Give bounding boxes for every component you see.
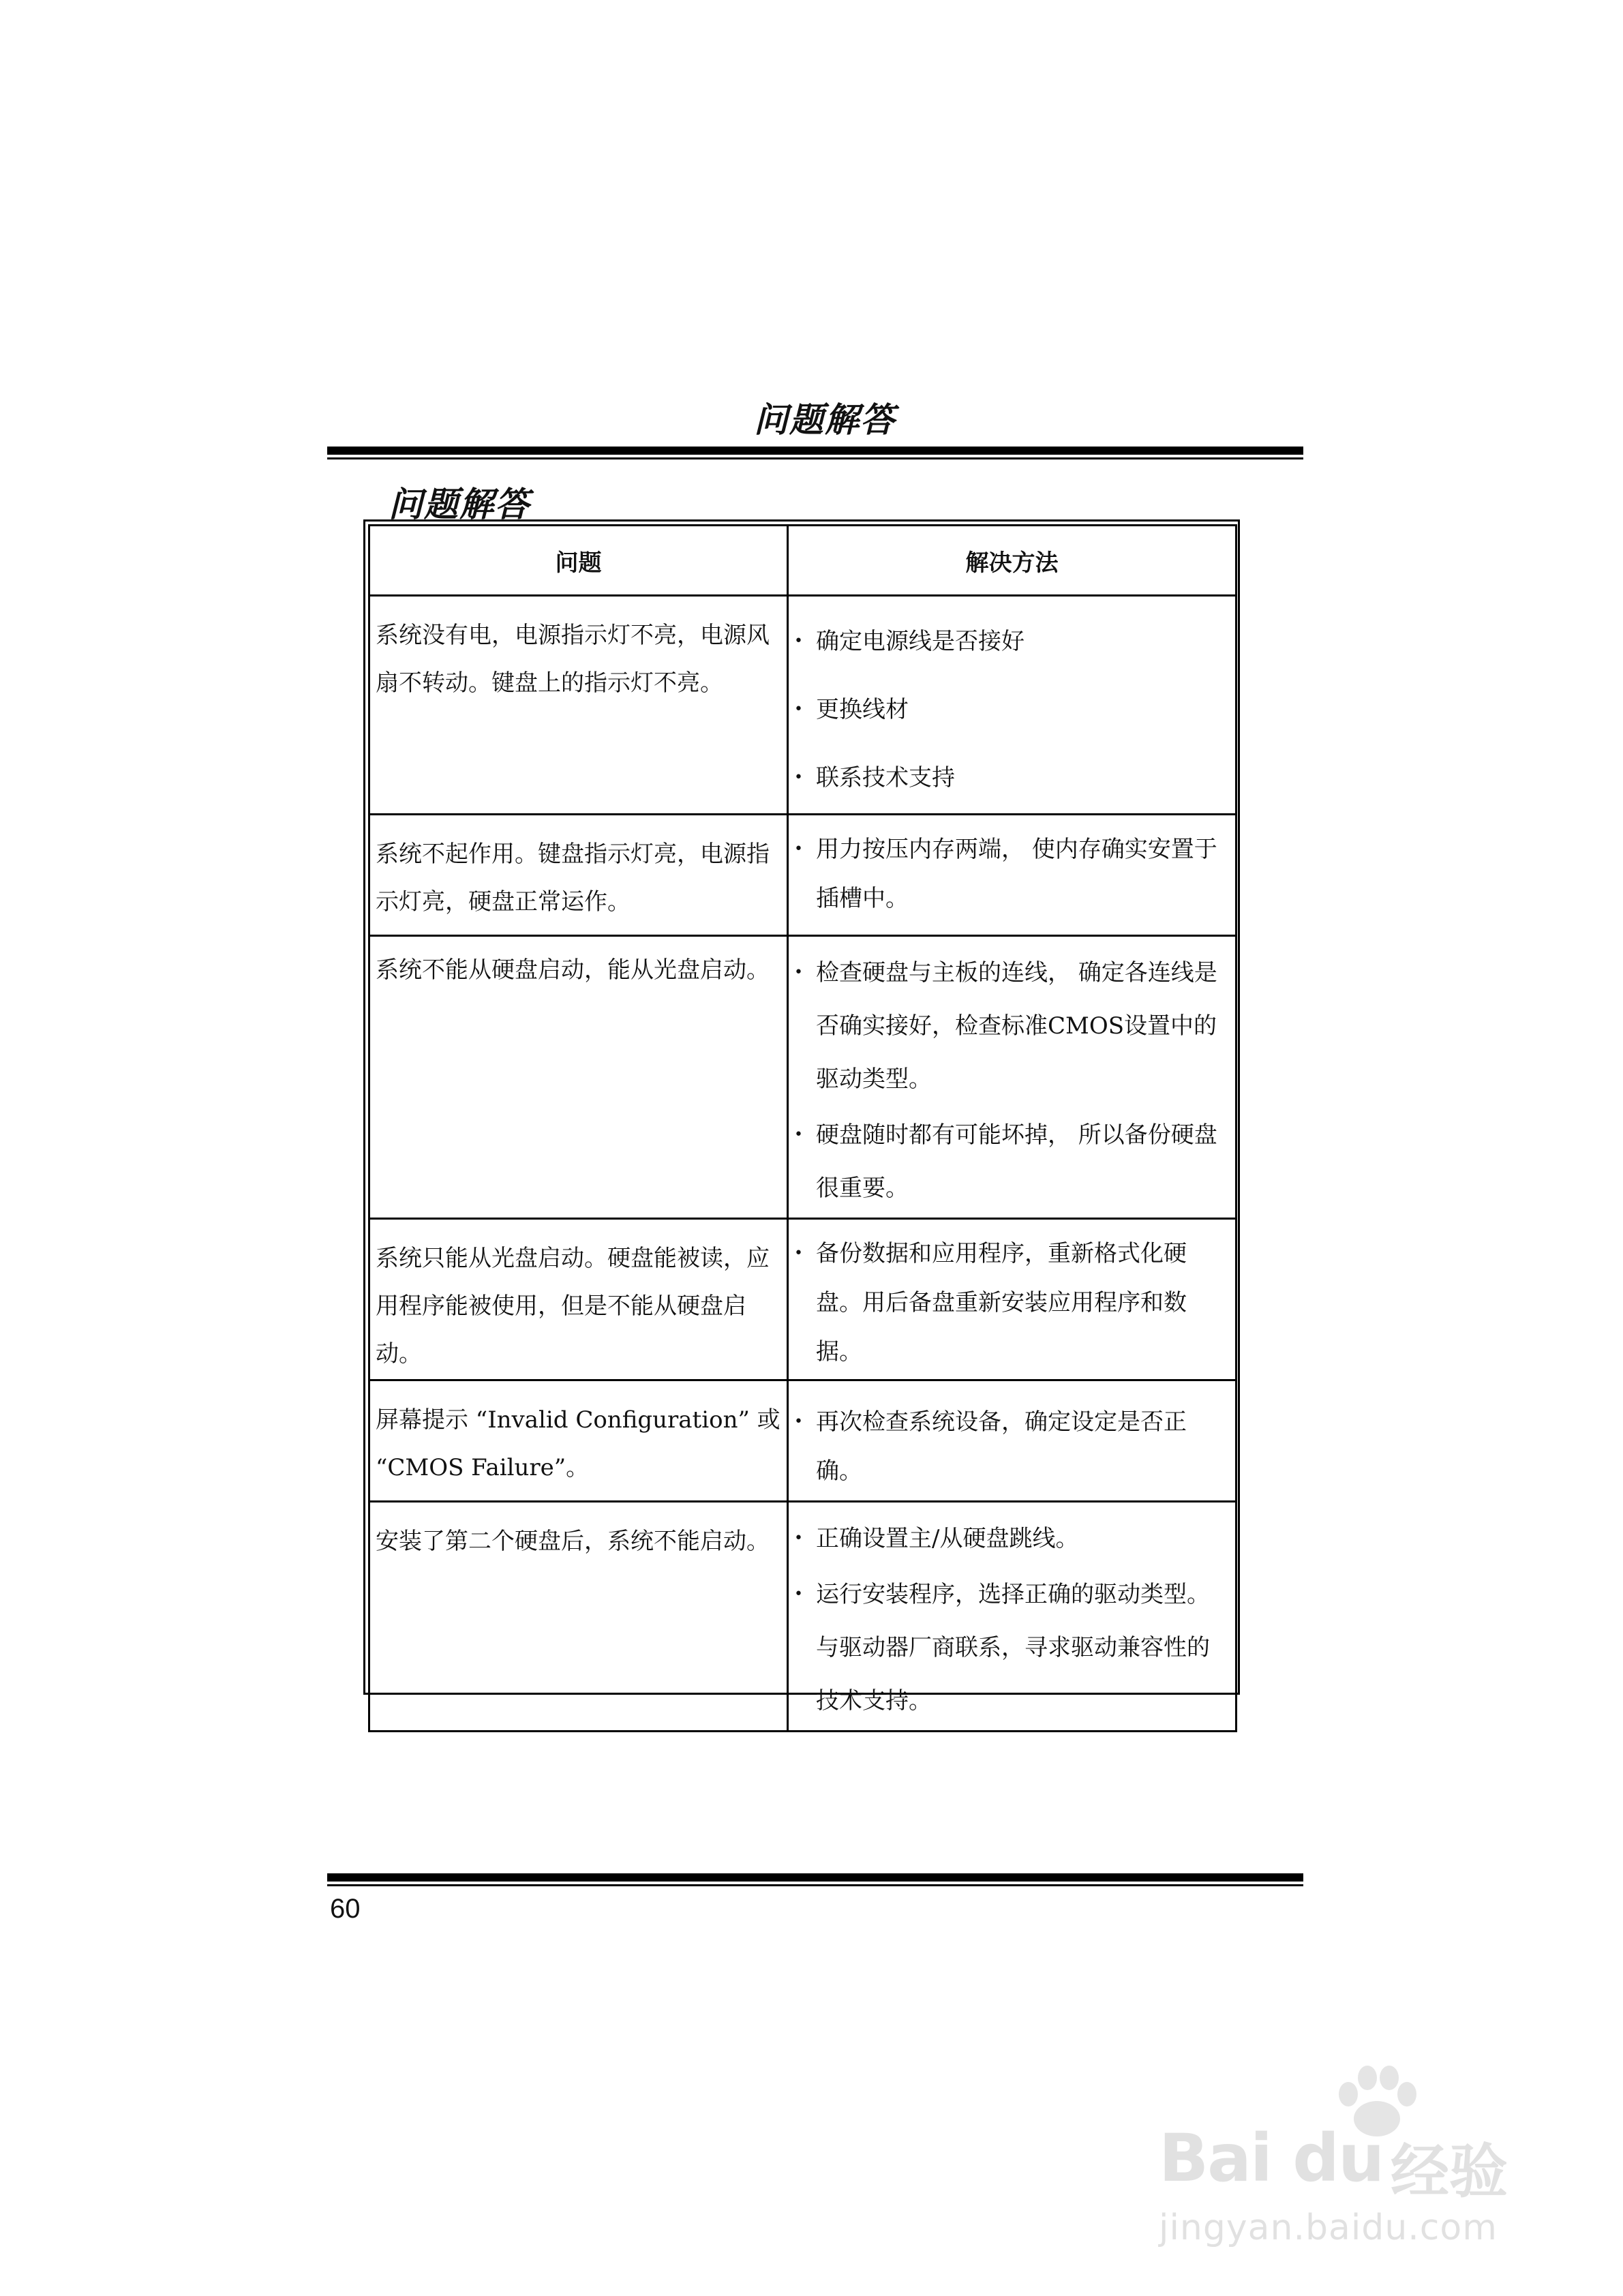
header-rule-thin xyxy=(327,457,1303,459)
watermark-brand: Bai du xyxy=(1159,2120,1384,2196)
solution-cell xyxy=(788,1219,1237,1380)
solution-cell xyxy=(788,1502,1237,1732)
page-number: 60 xyxy=(330,1894,361,1924)
table-row xyxy=(369,1502,1237,1732)
solution-item: • 运行安装程序，选择正确的驱动类型。与驱动器厂商联系，寻求驱动兼容性的技术支持。 xyxy=(794,1581,1210,1715)
solution-item: • 再次检查系统设备，确定设定是否正确。 xyxy=(794,1408,1187,1485)
baidu-jingyan-watermark xyxy=(1159,2059,1541,2256)
footer-rule-thick xyxy=(327,1873,1303,1882)
column-header-solution: 解决方法 xyxy=(788,526,1237,596)
table-row xyxy=(369,936,1237,1219)
problem-cell: 系统不能从硬盘启动，能从光盘启动。 xyxy=(369,936,788,1219)
problem-cell: 屏幕提示 “Invalid Configuration” 或 “CMOS Failure”。 xyxy=(369,1380,788,1502)
solution-cell xyxy=(788,1380,1237,1502)
solution-item: • 备份数据和应用程序，重新格式化硬盘。用后备盘重新安装应用程序和数据。 xyxy=(794,1240,1187,1365)
problem-cell: 系统只能从光盘启动。硬盘能被读，应用程序能被使用，但是不能从硬盘启动。 xyxy=(369,1219,788,1380)
table-row xyxy=(369,1380,1237,1502)
watermark-url: jingyan.baidu.com xyxy=(1159,2207,1498,2248)
table-row xyxy=(369,815,1237,936)
problem-cell: 安装了第二个硬盘后，系统不能启动。 xyxy=(369,1502,788,1732)
solution-cell xyxy=(788,815,1237,936)
solution-item: • 正确设置主/从硬盘跳线。 xyxy=(794,1525,1079,1552)
solution-item: • 更换线材 xyxy=(794,696,909,723)
solution-cell xyxy=(788,596,1237,815)
table-row xyxy=(369,596,1237,815)
problem-cell: 系统不起作用。键盘指示灯亮，电源指示灯亮，硬盘正常运作。 xyxy=(369,815,788,936)
solution-item: • 检查硬盘与主板的连线， 确定各连线是否确实接好，检查标准CMOS设置中的驱动类型。 xyxy=(794,959,1217,1093)
table-row xyxy=(369,1219,1237,1380)
footer-rule-thin xyxy=(327,1884,1303,1886)
table-header-row xyxy=(369,526,1237,596)
section-title: 问题解答 xyxy=(389,485,530,524)
solution-item: • 硬盘随时都有可能坏掉， 所以备份硬盘很重要。 xyxy=(794,1121,1217,1202)
faq-table xyxy=(368,524,1237,1732)
problem-cell: 系统没有电，电源指示灯不亮，电源风扇不转动。键盘上的指示灯不亮。 xyxy=(369,596,788,815)
column-header-problem: 问题 xyxy=(369,526,788,596)
solution-item: • 确定电源线是否接好 xyxy=(794,628,1025,655)
header-rule-thick xyxy=(327,447,1303,455)
solution-item: • 联系技术支持 xyxy=(794,764,955,791)
solution-item: • 用力按压内存两端， 使内存确实安置于插槽中。 xyxy=(794,836,1217,912)
watermark-cn: 经验 xyxy=(1391,2138,1508,2206)
running-header-title: 问题解答 xyxy=(754,400,896,440)
solution-cell xyxy=(788,936,1237,1219)
